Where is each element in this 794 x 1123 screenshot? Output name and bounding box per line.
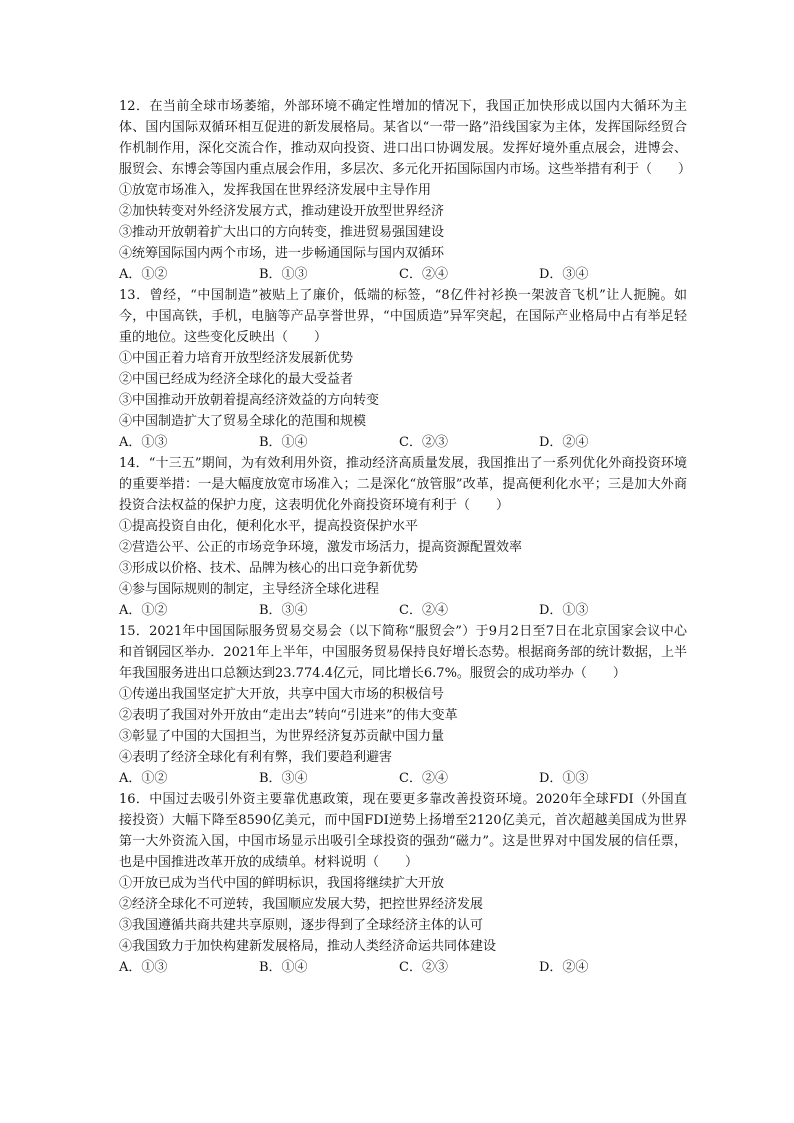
- statement-option: ④中国制造扩大了贸易全球化的范围和规模: [119, 414, 367, 429]
- statement-option: ③中国推动开放朝着提高经济效益的方向转变: [119, 393, 380, 408]
- answer-choice-a: A．①②: [119, 603, 168, 618]
- answer-choices: [119, 957, 687, 978]
- answer-choice-b: B．③④: [259, 603, 308, 618]
- statement-option: ②营造公平、公正的市场竞争环境，激发市场活力，提高资源配置效率: [119, 540, 523, 555]
- answer-choice-a: A．①③: [119, 435, 168, 450]
- question-16: [119, 789, 687, 978]
- answer-choice-c: C．②③: [399, 960, 448, 975]
- statement-option: ②中国已经成为经济全球化的最大受益者: [119, 372, 354, 387]
- answer-choice-a: A．①②: [119, 771, 168, 786]
- answer-choices: [119, 600, 687, 621]
- answer-choice-b: B．③④: [259, 771, 308, 786]
- statement-option: ④我国致力于加快构建新发展格局，推动人类经济命运共同体建设: [119, 939, 497, 954]
- answer-choice-c: C．②④: [399, 771, 448, 786]
- answer-choice-d: D．①③: [539, 771, 589, 786]
- answer-choice-c: C．②④: [399, 603, 448, 618]
- statement-option: ③我国遵循共商共建共享原则，逐步得到了全球经济主体的认可: [119, 918, 484, 933]
- statement-option: ①开放已成为当代中国的鲜明标识，我国将继续扩大开放: [119, 876, 445, 891]
- statement-option: ①中国正着力培育开放型经济发展新优势: [119, 351, 354, 366]
- answer-choice-d: D．②④: [539, 960, 589, 975]
- answer-choice-d: D．①③: [539, 603, 589, 618]
- answer-choice-c: C．②④: [399, 267, 448, 282]
- answer-choice-a: A．①③: [119, 960, 168, 975]
- statement-option: ②经济全球化不可逆转，我国顺应发展大势，把控世界经济发展: [119, 897, 484, 912]
- statement-option: ①放宽市场准入，发挥我国在世界经济发展中主导作用: [119, 183, 432, 198]
- statement-option: ①提高投资自由化，便利化水平，提高投资保护水平: [119, 519, 419, 534]
- question-stem: 16．中国过去吸引外资主要靠优惠政策，现在要更多靠改善投资环境。2020年全球FDI（外国直接投资）大幅下降至8590亿美元，而中国FDI逆势上扬增至2120亿美元，首次超越美国成为世界第一大外资流入国，中国市场显示出吸引全球投资的强劲“磁力”。这是世界对中国发展的信任票，也是中国推进改革开放的成绩单。材料说明（ ）: [119, 792, 687, 870]
- answer-choices: [119, 264, 687, 285]
- statement-option: ④统筹国际国内两个市场，进一步畅通国际与国内双循环: [119, 246, 445, 261]
- statement-option: ③形成以价格、技术、品牌为核心的出口竞争新优势: [119, 561, 419, 576]
- question-13: [119, 285, 687, 453]
- answer-choice-b: B．①④: [259, 435, 308, 450]
- answer-choice-b: B．①④: [259, 960, 308, 975]
- question-stem: 12．在当前全球市场萎缩，外部环境不确定性增加的情况下，我国正加快形成以国内大循环为主体、国内国际双循环相互促进的新发展格局。某省以“一带一路”沿线国家为主体，发挥国际经贸合作机制作用，深化交流合作，推动双向投资、进口出口协调发展。发挥好境外重点展会，进博会、服贸会、东博会等国内重点展会作用，多层次、多元化开拓国际国内市场。这些举措有利于（ ）: [119, 99, 692, 177]
- question-stem: 14．“十三五”期间，为有效利用外资，推动经济高质量发展，我国推出了一系列优化外商投资环境的重要举措：一是大幅度放宽市场准入；二是深化“放管服”改革，提高便利化水平；三是加大外商投资合法权益的保护力度，这表明优化外商投资环境有利于（ ）: [119, 456, 687, 513]
- answer-choice-d: D．③④: [539, 267, 589, 282]
- answer-choice-d: D．②④: [539, 435, 589, 450]
- answer-choices: [119, 432, 687, 453]
- question-stem: 13．曾经，“中国制造”被贴上了廉价，低端的标签，“8亿件衬衫换一架波音飞机”让人扼腕。如今，中国高铁，手机，电脑等产品享誉世界，“中国质造”异军突起，在国际产业格局中占有举足轻重的地位。这些变化反映出（ ）: [119, 288, 687, 345]
- statement-option: ④参与国际规则的制定，主导经济全球化进程: [119, 582, 380, 597]
- answer-choice-b: B．①③: [259, 267, 308, 282]
- statement-option: ②加快转变对外经济发展方式，推动建设开放型世界经济: [119, 204, 445, 219]
- answer-choice-a: A．①②: [119, 267, 168, 282]
- statement-option: ④表明了经济全球化有利有弊，我们要趋利避害: [119, 750, 393, 765]
- statement-option: ②表明了我国对外开放由“走出去”转向“引进来”的伟大变革: [119, 708, 458, 723]
- statement-option: ①传递出我国坚定扩大开放，共享中国大市场的积极信号: [119, 687, 445, 702]
- answer-choices: [119, 768, 687, 789]
- question-stem: 15．2021年中国国际服务贸易交易会（以下简称“服贸会”）于9月2日至7日在北京国家会议中心和首钢园区举办．2021年上半年，中国服务贸易保持良好增长态势。根据商务部的统计数据，上半年我国服务进出口总额达到23.774.4亿元，同比增长6.7%。服贸会的成功举办（ ）: [119, 624, 687, 681]
- question-15: [119, 621, 687, 789]
- exam-page: [119, 96, 692, 978]
- statement-option: ③推动开放朝着扩大出口的方向转变，推进贸易强国建设: [119, 225, 445, 240]
- question-14: [119, 453, 687, 621]
- answer-choice-c: C．②③: [399, 435, 448, 450]
- question-12: [119, 96, 692, 285]
- statement-option: ③彰显了中国的大国担当，为世界经济复苏贡献中国力量: [119, 729, 445, 744]
